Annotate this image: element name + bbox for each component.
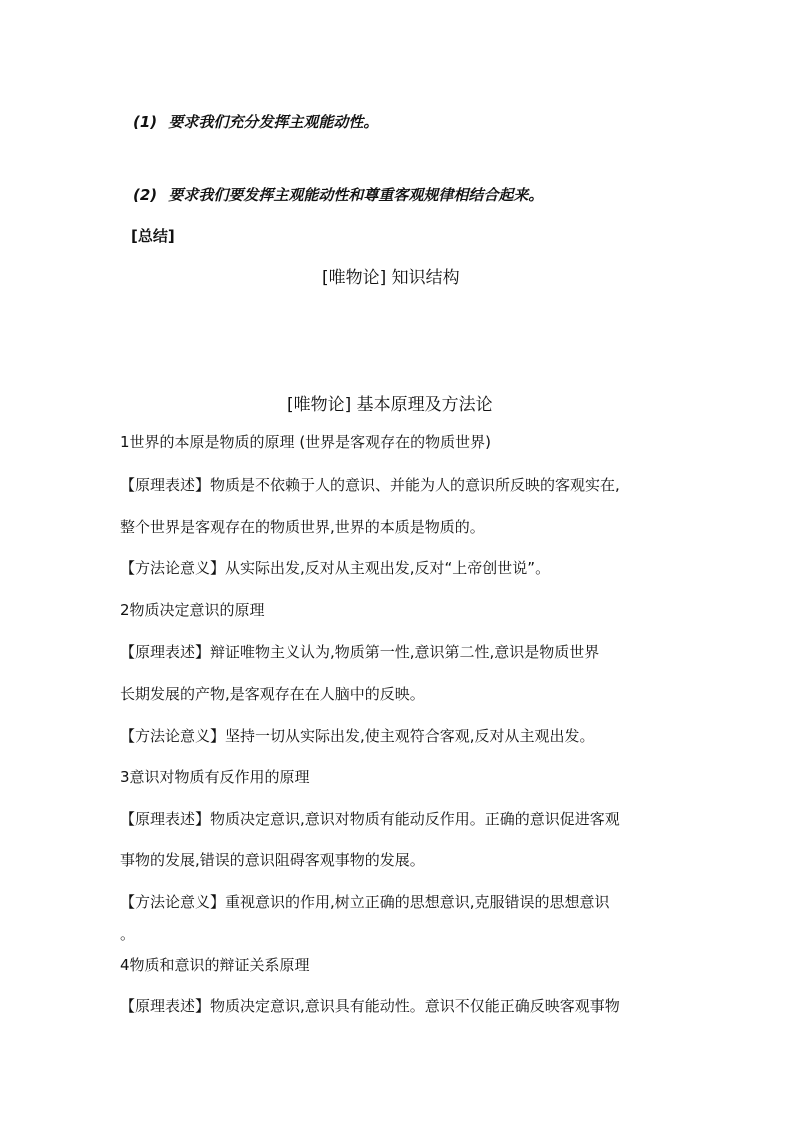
section-2-methodology: 【方法论意义】坚持一切从实际出发,使主观符合客观,反对从主观出发。 — [120, 727, 595, 745]
section-2-principle-line-1: 【原理表述】辩证唯物主义认为,物质第一性,意识第二性,意识是物质世界 — [120, 643, 600, 661]
section-2-principle-line-2: 长期发展的产物,是客观存在在人脑中的反映。 — [120, 685, 425, 703]
section-3-methodology-line-1: 【方法论意义】重视意识的作用,树立正确的思想意识,克服错误的思想意识 — [120, 893, 610, 911]
summary-label: [总结] — [131, 227, 175, 245]
list-item-number: (2) — [133, 186, 158, 204]
section-2-title: 2物质决定意识的原理 — [120, 601, 265, 619]
section-3-methodology-line-2: 。 — [120, 925, 136, 943]
section-1-principle-line-2: 整个世界是客观存在的物质世界,世界的本质是物质的。 — [120, 518, 485, 536]
section-1-methodology: 【方法论意义】从实际出发,反对从主观出发,反对“上帝创世说”。 — [120, 559, 551, 577]
list-item-1 — [133, 112, 378, 132]
principles-heading: [唯物论] 基本原理及方法论 — [287, 395, 493, 415]
list-item-text: 要求我们充分发挥主观能动性。 — [168, 113, 379, 131]
knowledge-structure-heading: [唯物论] 知识结构 — [322, 268, 460, 288]
section-1-principle-line-1: 【原理表述】物质是不依赖于人的意识、并能为人的意识所反映的客观实在, — [120, 476, 620, 494]
section-4-title: 4物质和意识的辩证关系原理 — [120, 956, 310, 974]
section-3-title: 3意识对物质有反作用的原理 — [120, 768, 310, 786]
section-1-title: 1世界的本原是物质的原理 (世界是客观存在的物质世界) — [120, 433, 492, 451]
list-item-2 — [133, 185, 543, 205]
list-item-text: 要求我们要发挥主观能动性和尊重客观规律相结合起来。 — [168, 186, 544, 204]
section-3-principle-line-1: 【原理表述】物质决定意识,意识对物质有能动反作用。正确的意识促进客观 — [120, 810, 620, 828]
list-item-number: (1) — [133, 113, 158, 131]
section-4-principle-line-1: 【原理表述】物质决定意识,意识具有能动性。意识不仅能正确反映客观事物 — [120, 997, 620, 1015]
section-3-principle-line-2: 事物的发展,错误的意识阻碍客观事物的发展。 — [120, 851, 425, 869]
